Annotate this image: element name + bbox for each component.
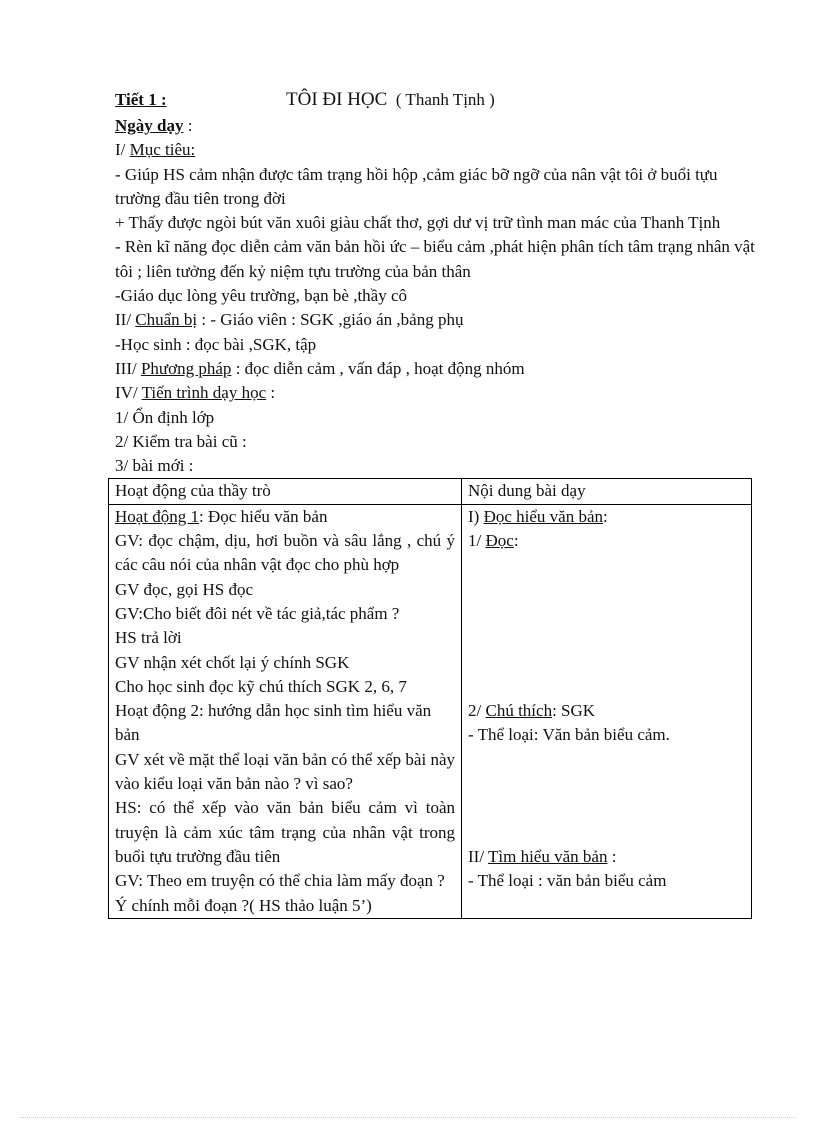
preparation-prefix: II/ — [115, 310, 136, 330]
activity-1 — [115, 505, 455, 529]
spacer-1 — [468, 553, 745, 699]
preparation-teacher: : - Giáo viên : SGK ,giáo án ,bảng phụ — [197, 310, 464, 330]
content-cell — [462, 504, 752, 918]
genre-analysis: - Thể loại : văn bản biểu cảm — [468, 871, 667, 891]
teacher-reads: GV đọc, gọi HS đọc — [115, 579, 254, 599]
page-bottom-rule — [20, 1117, 796, 1118]
date-line — [115, 114, 755, 138]
subsection-read-suffix: : — [513, 531, 519, 551]
genre-note: - Thể loại: Văn bản biểu cảm. — [468, 725, 670, 745]
method-text: : đọc diễn cảm , vấn đáp , hoạt động nhóm — [231, 358, 525, 378]
date-label: Ngày dạy — [115, 116, 184, 135]
spacer-2 — [468, 748, 745, 845]
question-author: GV:Cho biết đôi nét về tác giả,tác phẩm ? — [115, 603, 400, 623]
method-prefix: III/ — [115, 358, 141, 378]
process-step-1: 1/ Ổn định lớp — [115, 407, 215, 427]
student-genre-answer: HS: có thể xếp vào văn bản biểu cảm vì toàn truyện là cảm xúc tâm trạng của nhân vật trong buổi tựu trường đầu tiên — [115, 798, 455, 866]
section-reading-prefix: I) — [468, 506, 484, 526]
process-step-3: 3/ bài mới : — [115, 456, 194, 476]
method-label: Phương pháp — [140, 358, 232, 378]
subsection-notes — [468, 699, 745, 723]
objective-3: - Rèn kĩ năng đọc diễn cảm văn bản hồi ức – biểu cảm ,phát hiện phân tích tâm trạng nhân vật tôi ; liên tưởng đến kỷ niệm tựu trường của bản thân — [115, 237, 755, 281]
subsection-notes-label: Chú thích — [485, 701, 553, 721]
activity-1-text: : Đọc hiểu văn bản — [199, 506, 328, 526]
read-notes: Cho học sinh đọc kỹ chú thích SGK 2, 6, 7 — [115, 676, 407, 696]
lesson-number: Tiết 1 : — [115, 90, 167, 109]
lesson-table — [108, 478, 752, 918]
process-suffix: : — [266, 383, 276, 403]
section-analysis — [468, 845, 745, 869]
section-analysis-suffix: : — [607, 846, 617, 866]
process-prefix: IV/ — [115, 383, 142, 403]
activity-1-label: Hoạt động 1 — [115, 506, 200, 526]
section-reading-label: Đọc hiểu văn bản — [483, 506, 604, 526]
table-body-row — [109, 504, 752, 918]
preparation-label: Chuẩn bị — [135, 310, 198, 330]
objectives-label: Mục tiêu: — [129, 140, 196, 160]
process-label: Tiến trình dạy học — [141, 383, 267, 403]
col-header-content: Nội dung bài dạy — [462, 479, 752, 504]
question-main-ideas: Ý chính mỗi đoạn ?( HS thảo luận 5’) — [115, 895, 372, 915]
teacher-reading-guide: GV: đọc chậm, dịu, hơi buồn và sâu lắng , chú ý các câu nói của nhân vật đọc cho phù hợp — [115, 531, 455, 575]
lesson-header — [115, 86, 755, 114]
lesson-author: ( Thanh Tịnh ) — [395, 90, 495, 109]
subsection-read-label: Đọc — [485, 531, 514, 551]
activity-2: Hoạt động 2: hướng dẫn học sinh tìm hiểu văn bản — [115, 701, 432, 745]
process-step-2: 2/ Kiểm tra bài cũ : — [115, 431, 247, 451]
objective-1: - Giúp HS cảm nhận được tâm trạng hồi hộp ,cảm giác bỡ ngỡ của nân vật tôi ở buổi tựu trường đầu tiên trong đời — [115, 164, 718, 208]
question-sections: GV: Theo em truyện có thể chia làm mấy đoạn ? — [115, 871, 445, 891]
title-wrap — [286, 86, 495, 114]
subsection-notes-text: : SGK — [552, 701, 596, 721]
method-line — [115, 357, 755, 381]
objectives-prefix: I/ — [115, 140, 130, 160]
objective-2: + Thấy được ngòi bút văn xuôi giàu chất thơ, gợi dư vị trữ tình man mác của Thanh Tịnh — [115, 213, 721, 233]
section-reading — [468, 505, 745, 529]
preparation-student: -Học sinh : đọc bài ,SGK, tập — [115, 334, 317, 354]
col-header-activities: Hoạt động của thầy trò — [109, 479, 462, 504]
table-header-row — [109, 479, 752, 504]
date-suffix: : — [183, 116, 193, 135]
preparation-heading — [115, 308, 755, 332]
question-genre: GV xét về mặt thể loại văn bản có thể xếp bài này vào kiểu loại văn bản nào ? vì sao? — [115, 749, 455, 794]
activities-cell — [109, 504, 462, 918]
process-heading — [115, 381, 755, 405]
objectives-heading — [115, 138, 755, 162]
subsection-notes-prefix: 2/ — [468, 701, 486, 721]
section-analysis-prefix: II/ — [468, 846, 488, 866]
student-answer: HS trả lời — [115, 628, 182, 648]
lesson-title: TÔI ĐI HỌC — [286, 89, 388, 110]
subsection-read-prefix: 1/ — [468, 531, 486, 551]
section-reading-suffix: : — [603, 506, 608, 526]
section-analysis-label: Tìm hiểu văn bản — [488, 846, 608, 866]
objective-4: -Giáo dục lòng yêu trường, bạn bè ,thầy cô — [115, 286, 408, 306]
lesson-page — [115, 86, 755, 919]
subsection-read — [468, 529, 745, 553]
teacher-summary: GV nhận xét chốt lại ý chính SGK — [115, 652, 350, 672]
